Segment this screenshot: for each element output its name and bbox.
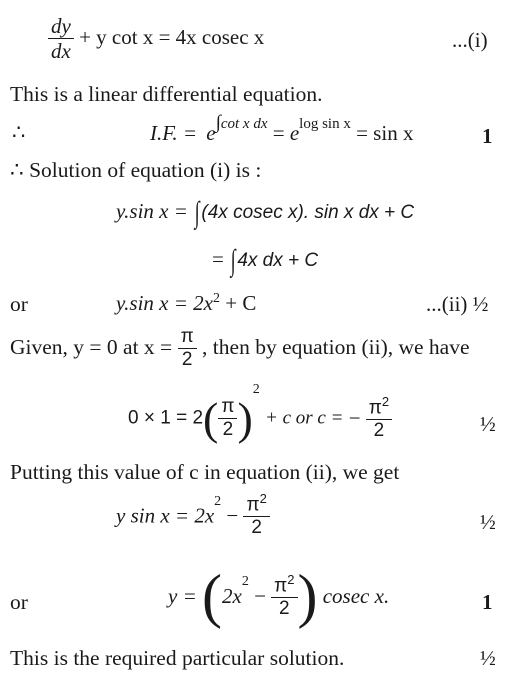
sup-12b: 2 [287,571,295,587]
therefore-symbol: ∴ [12,120,26,144]
minus-11: − [226,503,239,528]
equation-line-12: $y = (2x^2$ − $\frac{\pi^2}{2}$ ) cosec x. [168,563,390,629]
pi-sq-over-2-12 [271,573,297,621]
sup-9: 2 [252,382,260,398]
tag-ii: ...(ii) [426,292,468,316]
equation-line-7 [116,291,256,316]
or-label-7: or [10,292,28,316]
two-11: 2 [251,517,262,539]
equation-tag-i: ...(i) [452,28,488,52]
equation-line-1 [48,14,264,64]
minus-12: − [254,584,266,608]
integral-sign: ∫ [215,112,221,133]
mark-1: 1 [482,124,493,148]
two-12: 2 [279,597,290,619]
pi-over-2-9 [218,396,237,442]
lhs: y.sin x = [116,198,188,223]
integrand-6: 4x dx + C [237,249,319,271]
integrand: (4x cosec x). sin x dx + C [201,201,415,223]
equation-line-5 [116,196,414,230]
pi-sq-over-2 [366,395,392,443]
mark-half-13: ½ [480,646,496,670]
sup-11: 2 [214,493,222,509]
integrating-factor-line [150,112,414,146]
post-12: cosec x. [322,584,390,608]
eq-7: y.sin x = 2x [116,291,213,315]
equation-line-11 [116,492,270,540]
pi: π [178,326,197,349]
fraction-numerator: dy [48,14,74,39]
given-line [10,326,470,372]
pi-11: π [246,494,260,516]
pi-12: π [274,574,288,596]
solution-heading [10,158,261,183]
exp-7: 2 [212,291,220,306]
equation-rest: + y cot x = 4x cosec x [79,24,265,49]
putting-line: Putting this value of c in equation (ii), we get [10,460,400,484]
therefore-symbol-2: ∴ [10,158,24,182]
equals-sign: = [272,121,285,145]
integral-sign-large: ∫ [194,196,200,229]
integral-sign-6: ∫ [230,244,236,277]
text-line-linear: This is a linear differential equation. [10,82,323,106]
pi-sq-over-2-11 [243,492,269,540]
sup-12: 2 [241,574,249,590]
pi-9b: π [368,396,382,418]
conclusion-line: This is the required particular solution. [10,646,345,670]
given-pre: Given, y = 0 at x = [10,334,173,359]
dy-dx-fraction [48,14,74,64]
pi-over-2 [178,326,197,372]
lhs-9: 0 × 1 = 2 [128,407,204,429]
minus-9: − [348,406,361,430]
mark-half-7: ½ [472,292,489,316]
fraction-denominator: dx [51,39,71,64]
pi-9: π [218,396,237,419]
mark-half-9: ½ [480,412,496,436]
lhs-11: y sin x = 2x [116,503,215,528]
sup-11b: 2 [259,491,267,506]
equals-sign-6: = [212,246,224,271]
mark-1-12: 1 [482,590,493,614]
given-post: , then by equation (ii), we have [202,334,470,359]
mark-half-11: ½ [480,510,496,534]
sup-9b: 2 [381,393,390,409]
solution-text: Solution of equation (i) is : [29,158,262,182]
base-e-1: e [206,121,216,145]
rest-7: + C [225,291,257,315]
two: 2 [181,348,193,370]
equation-line-6 [212,244,318,278]
if-label: I.F. = [150,121,198,145]
exponent-2: log sin x [299,116,351,132]
exponent-1: cot x dx [220,116,268,132]
if-result: = sin x [356,121,414,145]
equation-tag-ii [426,292,488,317]
two-9: 2 [222,418,234,440]
equation-line-9: 0 × 1 = 2( $\frac{\pi}{2}$ )$^2$ + c or c = − $\frac{\pi^2}{2}$ [128,392,392,445]
two-9b: 2 [373,419,385,441]
base-e-2: e [289,121,300,145]
lhs-12: y = [168,584,197,608]
or-label-12: or [10,590,28,614]
mid-9: + c or c = [265,407,344,429]
inner-12: 2x [221,584,242,608]
